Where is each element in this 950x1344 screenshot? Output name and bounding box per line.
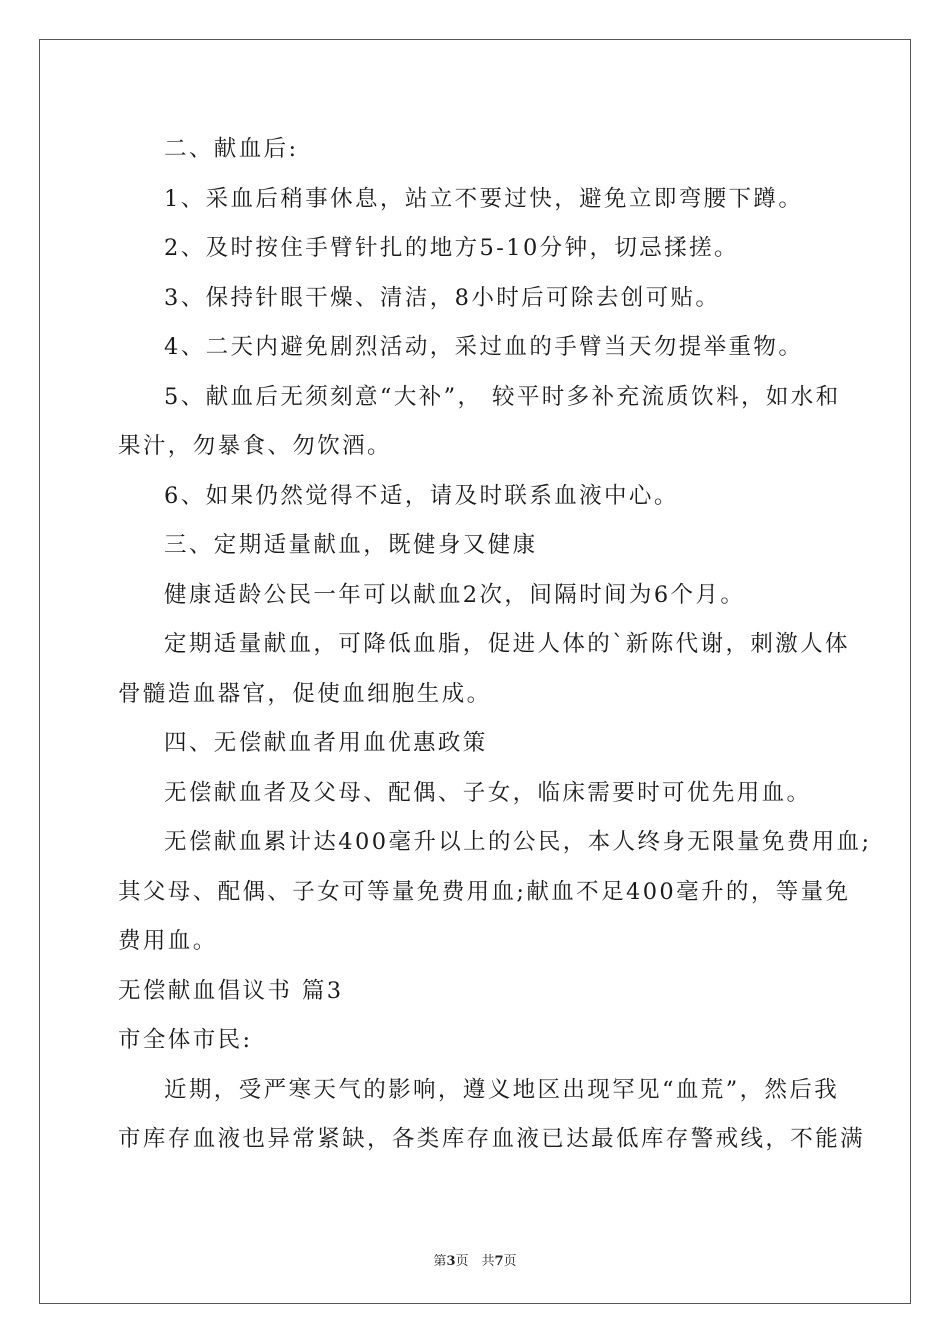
section-heading-preferential-policy: 四、无偿献血者用血优惠政策 (164, 730, 488, 756)
paragraph-donation-benefits-continued: 骨髓造血器官，促使血细胞生成。 (118, 680, 492, 707)
page-middle: 页 共 (455, 1254, 495, 1269)
page-suffix: 页 (503, 1254, 517, 1269)
paragraph-item-4: 4、二天内避免剧烈活动，采过血的手臂当天勿提举重物。 (164, 334, 804, 360)
paragraph-item-3: 3、保持针眼干燥、清洁，8小时后可除去创可贴。 (164, 284, 721, 311)
page-number-footer (0, 1250, 950, 1269)
paragraph-item-5: 5、献血后无须刻意“大补”， 较平时多补充流质饮料，如水和 (164, 383, 841, 410)
paragraph-item-6: 6、如果仍然觉得不适，请及时联系血液中心。 (164, 482, 679, 509)
paragraph-item-1: 1、采血后稍事休息，站立不要过快，避免立即弯腰下蹲。 (164, 185, 804, 212)
paragraph-free-blood-continued-1: 其父母、配偶、子女可等量免费用血;献血不足400毫升的，等量免 (118, 878, 851, 905)
paragraph-item-2: 2、及时按住手臂针扎的地方5-10分钟，切忌揉搓。 (164, 235, 739, 261)
paragraph-item-5-continued: 果汁，勿暴食、勿饮酒。 (118, 433, 392, 459)
current-page-number: 3 (446, 1254, 456, 1269)
document-body (118, 125, 872, 1165)
total-page-number: 7 (494, 1254, 504, 1269)
paragraph-free-blood-continued-2: 费用血。 (118, 928, 218, 954)
salutation: 市全体市民: (118, 1027, 253, 1053)
section-heading-regular-donation: 三、定期适量献血，既健身又健康 (164, 532, 538, 558)
article-title: 无偿献血倡议书 篇3 (118, 977, 344, 1004)
paragraph-donation-frequency: 健康适龄公民一年可以献血2次，间隔时间为6个月。 (164, 581, 746, 608)
paragraph-priority-use: 无偿献血者及父母、配偶、子女，临床需要时可优先用血。 (164, 779, 812, 806)
page-prefix: 第 (433, 1254, 447, 1269)
section-heading-after-donation: 二、献血后: (164, 136, 299, 162)
paragraph-intro: 近期，受严寒天气的影响，遵义地区出现罕见“血荒”，然后我 (164, 1076, 840, 1103)
paragraph-free-blood: 无偿献血累计达400毫升以上的公民，本人终身无限量免费用血; (164, 829, 872, 855)
paragraph-donation-benefits: 定期适量献血，可降低血脂，促进人体的`新陈代谢，刺激人体 (164, 631, 850, 657)
paragraph-intro-continued: 市库存血液也异常紧缺，各类库存血液已达最低库存警戒线，不能满 (118, 1126, 866, 1152)
